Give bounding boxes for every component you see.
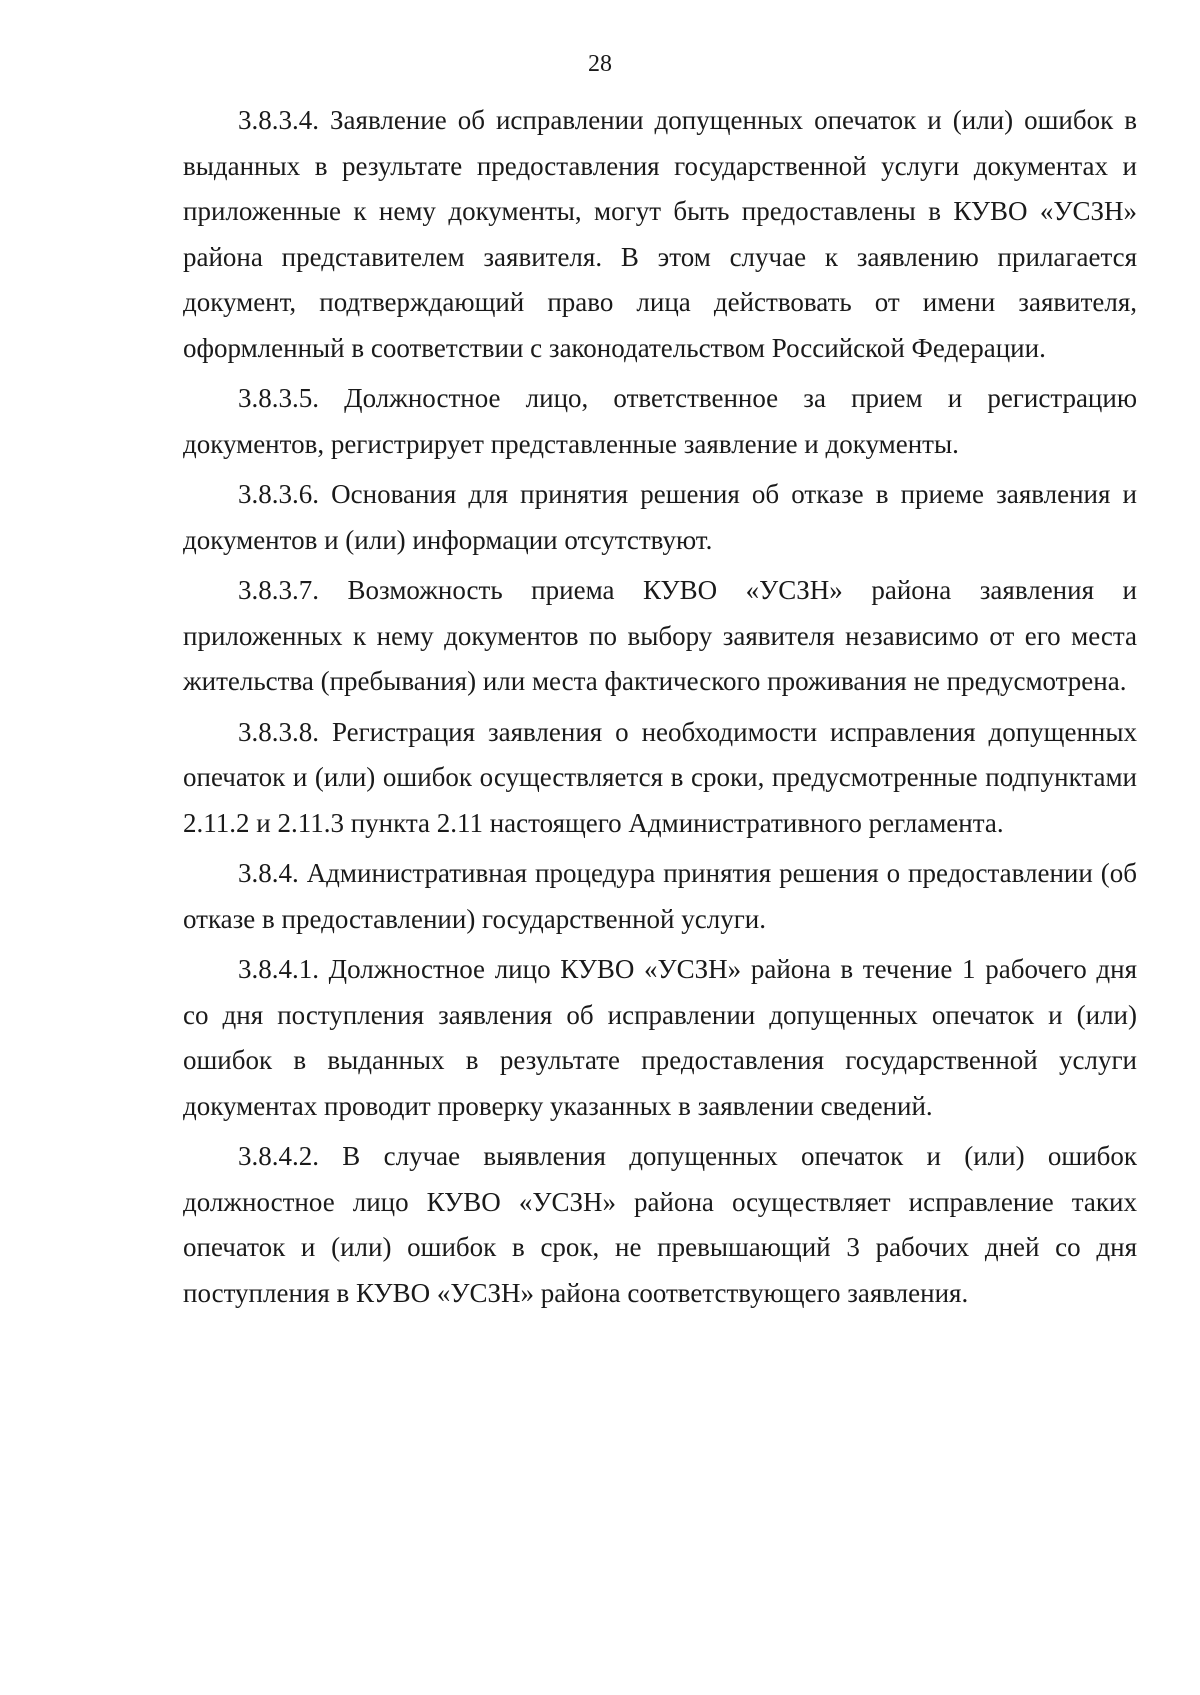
page-number: 28 (588, 51, 612, 77)
paragraph-3-8-3-6: 3.8.3.6. Основания для принятия решения об отказе в приеме заявления и документов и (или) информации отсутствуют. (183, 479, 1137, 555)
paragraph-3-8-4: 3.8.4. Административная процедура принятия решения о предоставлении (об отказе в предоставлении) государственной услуги. (183, 858, 1137, 934)
document-body (183, 98, 1137, 1321)
paragraph-3-8-3-8: 3.8.3.8. Регистрация заявления о необходимости исправления допущенных опечаток и (или) ошибок осуществляется в сроки, предусмотренные подпунктами 2.11.2 и 2.11.3 пункта 2.11 настоящего Административного регламента. (183, 716, 1137, 838)
paragraph-3-8-3-5: 3.8.3.5. Должностное лицо, ответственное за прием и регистрацию документов, регистрирует представленные заявление и документы. (183, 383, 1137, 459)
paragraph-3-8-3-4: 3.8.3.4. Заявление об исправлении допущенных опечаток и (или) ошибок в выданных в результате предоставления государственной услуги документах и приложенные к нему документы, могут быть предоставлены в КУВО «УСЗН» района представителем заявителя. В этом случае к заявлению прилагается документ, подтверждающий право лица действовать от имени заявителя, оформленный в соответствии с законодательством Российской Федерации. (183, 105, 1137, 363)
paragraph-3-8-3-7: 3.8.3.7. Возможность приема КУВО «УСЗН» района заявления и приложенных к нему документов по выбору заявителя независимо от его места жительства (пребывания) или места фактического проживания не предусмотрена. (183, 575, 1137, 696)
paragraph-3-8-4-2: 3.8.4.2. В случае выявления допущенных опечаток и (или) ошибок должностное лицо КУВО «УСЗН» района осуществляет исправление таких опечаток и (или) ошибок в срок, не превышающий 3 рабочих дней со дня поступления в КУВО «УСЗН» района соответствующего заявления. (183, 1141, 1137, 1308)
paragraph-3-8-4-1: 3.8.4.1. Должностное лицо КУВО «УСЗН» района в течение 1 рабочего дня со дня поступления заявления об исправлении допущенных опечаток и (или) ошибок в выданных в результате предоставления государственной услуги документах проводит проверку указанных в заявлении сведений. (183, 954, 1137, 1121)
